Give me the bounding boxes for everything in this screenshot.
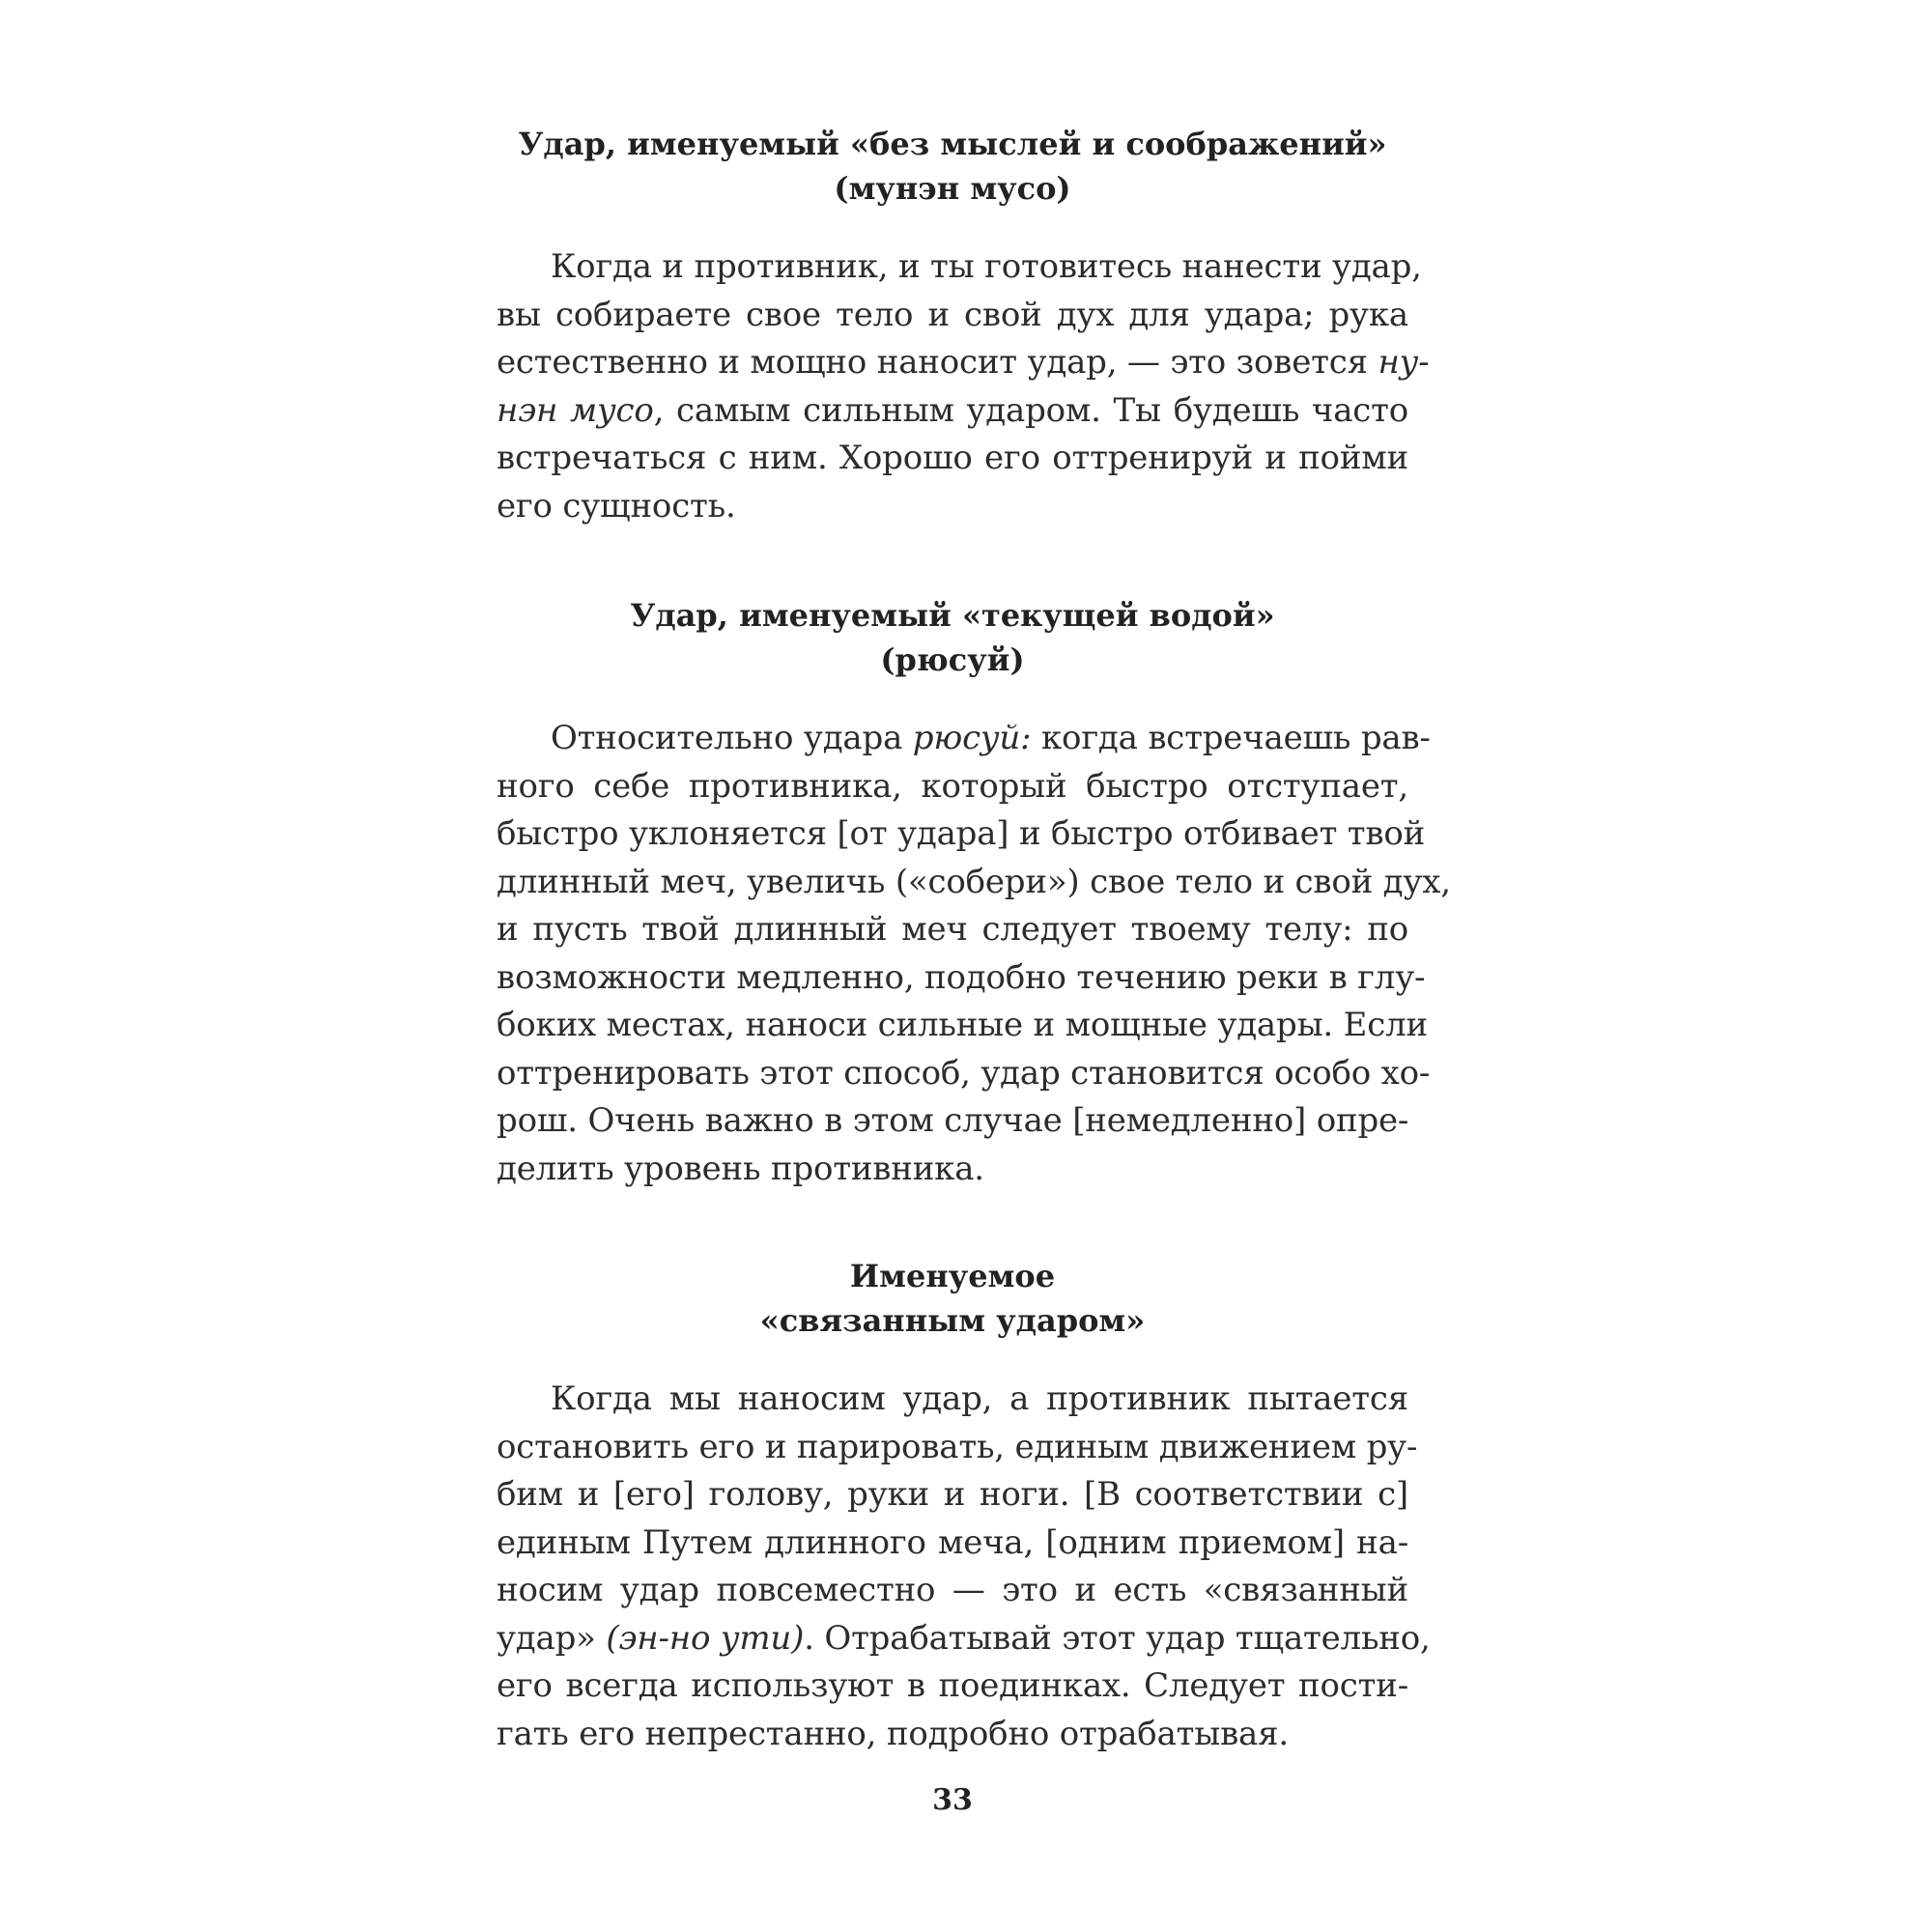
section-heading <box>497 593 1408 682</box>
text-line <box>497 1615 1431 1663</box>
text-segment: , самым сильным ударом. Ты будешь часто <box>653 390 1408 430</box>
text-line: ного себе противника, который быстро отступает, <box>497 766 1408 806</box>
heading-line: Именуемое <box>849 1258 1056 1294</box>
heading-line: «связанным ударом» <box>759 1302 1146 1339</box>
page-number: 33 <box>932 1783 973 1817</box>
text-line: его сущность. <box>497 486 736 526</box>
paragraph <box>497 1376 1431 1758</box>
heading-line: Удар, именуемый «текущей водой» <box>630 597 1275 634</box>
text-line: Когда и противник, и ты готовитесь нанести удар, <box>551 247 1422 286</box>
text-line: носим удар повсеместно — это и есть «связанный <box>497 1571 1408 1609</box>
text-line: длинный меч, увеличь («собери») свое тело и свой дух, <box>497 862 1451 901</box>
text-segment: удар» <box>497 1618 596 1658</box>
text-line <box>497 339 1430 387</box>
text-line <box>497 387 1408 436</box>
text-line: оттренировать этот способ, удар становится особо хо- <box>497 1053 1431 1093</box>
heading-line: (мунэн мусо) <box>834 170 1071 207</box>
paragraph <box>497 715 1451 1193</box>
text-line: быстро уклоняется [от удара] и быстро отбивает твой <box>497 814 1426 853</box>
text-line <box>497 715 1431 763</box>
section-heading <box>497 1254 1408 1343</box>
text-line: встречаться с ним. Хорошо его оттренируй и пойми <box>497 439 1408 477</box>
heading-line: (рюсуй) <box>880 641 1025 678</box>
text-line: остановить его и парировать, единым движением ру- <box>497 1427 1418 1466</box>
text-line: гать его непрестанно, подробно отрабатывая. <box>497 1714 1289 1753</box>
text-segment: . Отрабатывай этот удар тщательно, <box>804 1618 1431 1658</box>
text-line: и пусть твой длинный меч следует твоему телу: по <box>497 910 1408 949</box>
heading-line: Удар, именуемый «без мыслей и соображений» <box>518 126 1387 162</box>
text-line: возможности медленно, подобно течению реки в глу- <box>497 957 1426 997</box>
text-line: делить уровень противника. <box>497 1149 984 1188</box>
section-ryusui <box>497 593 1451 1193</box>
text-line: бим и [его] голову, руки и ноги. [В соответствии с] <box>497 1475 1408 1514</box>
section-munen-muso <box>497 122 1430 530</box>
text-line: рош. Очень важно в этом случае [немедленно] опре- <box>497 1101 1409 1140</box>
paragraph <box>497 243 1430 530</box>
text-segment: когда встречаешь рав- <box>1041 719 1431 757</box>
text-line: боких местах, наноси сильные и мощные удары. Если <box>497 1006 1428 1044</box>
text-line: вы собираете свое тело и свой дух для удара; рука <box>497 295 1408 334</box>
text-segment: Относительно удара <box>551 719 903 757</box>
section-connected-strike <box>497 1254 1431 1758</box>
text-line: единым Путем длинного меча, [одним приемом] на- <box>497 1522 1408 1562</box>
italic-term: нэн мусо <box>497 390 654 430</box>
italic-term: ну- <box>1378 343 1430 382</box>
text-line: его всегда используют в поединках. Следует пости- <box>497 1666 1408 1705</box>
section-heading <box>497 122 1408 211</box>
italic-term: (эн-но ути) <box>606 1618 805 1658</box>
text-segment: естественно и мощно наносит удар, — это зовется <box>497 343 1368 382</box>
book-page <box>497 0 1451 1932</box>
italic-term: рюсуй: <box>912 719 1032 757</box>
text-line: Когда мы наносим удар, а противник пытается <box>551 1379 1408 1418</box>
